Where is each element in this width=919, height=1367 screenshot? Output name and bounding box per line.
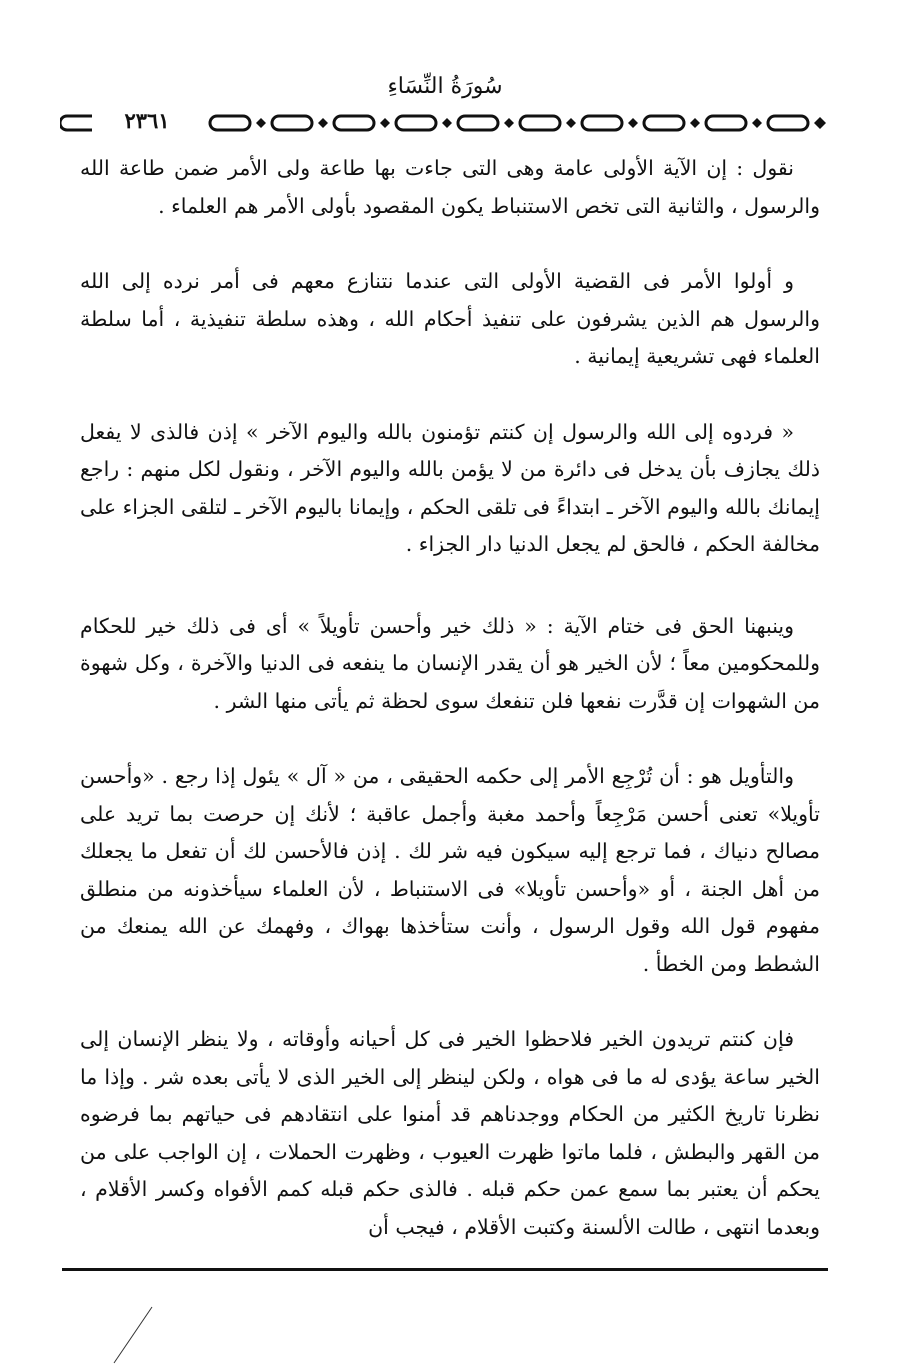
paragraph-2: و أولوا الأمر فى القضية الأولى التى عندما نتنازع معهم فى أمر نرده إلى الله والرسول هم الذين يشرفون على تنفيذ أحكام الله ، وهذه سلطة تنفيذية ، أما سلطة العلماء فهى تشريعية إيمانية . <box>80 269 820 368</box>
paragraph-1: نقول : إن الآية الأولى عامة وهى التى جاءت بها طاعة ولى الأمر ضمن طاعة الله والرسول ، والثانية التى تخص الاستنباط يكون المقصود بأولى الأمر هم العلماء . <box>80 156 820 218</box>
paragraph-4: وينبهنا الحق فى ختام الآية : « ذلك خير وأحسن تأويلاً » أى فى ذلك خير للحكام وللمحكومين معاً ؛ لأن الخير هو أن يقدر الإنسان ما ينفعه فى الدنيا والآخرة ، وكل شهوة من الشهوات إن قدَّرت نفعها فلن تنفعك سوى لحظة ثم يأتى منها الشر . <box>80 613 820 713</box>
stray-pen-mark <box>108 1305 158 1365</box>
page-header <box>60 68 830 138</box>
bottom-rule <box>62 1268 828 1271</box>
page-number: ٢٣٦١ <box>92 109 202 133</box>
body-text <box>80 150 820 1284</box>
paragraph-6: فإن كنتم تريدون الخير فلاحظوا الخير فى كل أحيانه وأوقاته ، ولا ينظر الإنسان إلى الخير ساعة يؤدى له ما فى هواه ، ولكن لينظر إلى الخير الذى لا يأتى بعده شر . وإذا ما نظرنا تاريخ الكثير من الحكام ووجدناهم قد أمنوا على انتقادهم فى حياتهم بما فرضوه من القهر والبطش ، فلما ماتوا ظهرت العيوب ، وظهرت الحملات ، إن الواجب على من يحكم أن يعتبر بما سمع عمن حكم قبله . فالذى حكم قبله كمم الأفواه وكسر الأقلام ، وبعدما انتهى ، طالت الألسنة وكتبت الأقلام ، فيجب أن <box>80 1027 820 1239</box>
surah-title: سُورَةُ النِّسَاءِ <box>387 74 503 99</box>
paragraph-5: والتأويل هو : أن تُرْجِع الأمر إلى حكمه الحقيقى ، من « آل » يئول إذا رجع . «وأحسن تأويلا» تعنى أحسن مَرْجِعاً وأحمد مغبة وأجمل عاقبة ؛ لأنك إن حرصت بما تريد على مصالح دنياك ، فما ترجع إليه سيكون فيه شر لك . إذن فالأحسن لك أن تفعل ما يجعلك من أهل الجنة ، أو «وأحسن تأويلا» فى الاستنباط ، لأن العلماء سيأخذونه من منطلق مفهوم قول الله وقول الرسول ، وأنت ستأخذها بهواك ، وفهمك عن الله يمنعك من الشطط ومن الخطأ . <box>80 764 820 976</box>
paragraph-3: « فردوه إلى الله والرسول إن كنتم تؤمنون بالله واليوم الآخر » إذن فالذى لا يفعل ذلك يجازف بأن يدخل فى دائرة من لا يؤمن بالله واليوم الآخر ، ونقول لكل منهم : راجع إيمانك بالله واليوم الآخر ـ ابتداءً فى تلقى الحكم ، وإيمانا باليوم الآخر ـ لتلقى الجزاء على مخالفة الحكم ، فالحق لم يجعل الدنيا دار الجزاء . <box>80 419 820 556</box>
